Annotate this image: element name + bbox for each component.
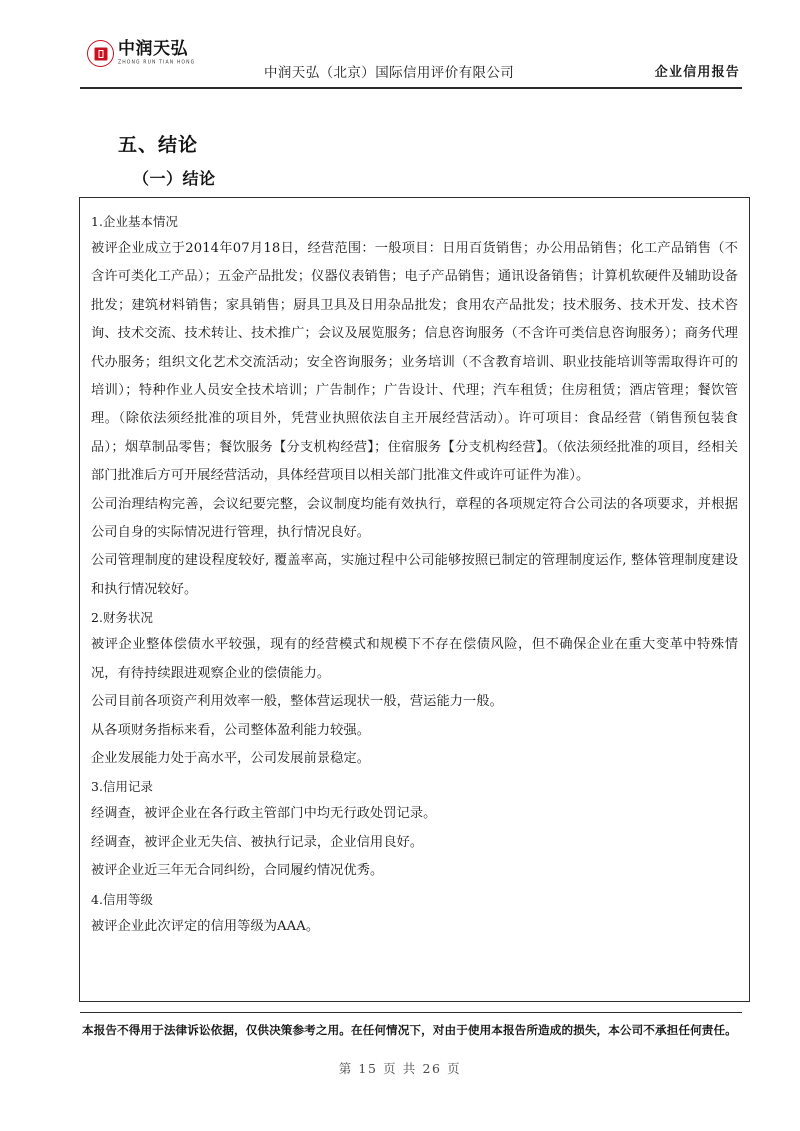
conclusion-content-box	[79, 197, 750, 1002]
content-heading: 4.信用等级	[91, 891, 153, 907]
conclusion-blocks	[91, 208, 738, 941]
content-heading: 1.企业基本情况	[91, 214, 178, 229]
content-paragraph: 被评企业近三年无合同纠纷，合同履约情况优秀。	[91, 863, 384, 879]
logo-text	[118, 41, 195, 65]
section-title: 五、结论	[118, 134, 199, 156]
content-paragraph: 被评企业整体偿债水平较强，现有的经营模式和规模下不存在偿债风险，但不确保企业在重大变革中特殊情况，有待持续跟进观察企业的偿债能力。	[91, 637, 738, 681]
header-company-name: 中润天弘（北京）国际信用评价有限公司	[264, 65, 515, 81]
content-paragraph: 被评企业成立于2014年07月18日，经营范围：一般项目：日用百货销售；办公用品销售；化工产品销售（不含许可类化工产品）；五金产品批发；仪器仪表销售；电子产品销售；通讯设备销售；计算机软硬件及辅助设备批发；建筑材料销售；家具销售；厨具卫具及日用杂品批发；食用农产品批发；技术服务、技术开发、技术咨询、技术交流、技术转让、技术推广；会议及展览服务；信息咨询服务（不含许可类信息咨询服务）；商务代理代办服务；组织文化艺术交流活动；安全咨询服务；业务培训（不含教育培训、职业技能培训等需取得许可的培训）；特种作业人员安全技术培训；广告制作；广告设计、代理；汽车租赁；住房租赁；酒店管理；餐饮管理。（除依法须经批准的项目外，凭营业执照依法自主开展经营活动）。许可项目：食品经营（销售预包装食品）；烟草制品零售；餐饮服务【分支机构经营】；住宿服务【分支机构经营】。（依法须经批准的项目，经相关部门批准后方可开展经营活动，具体经营项目以相关部门批准文件或许可证件为准）。	[91, 241, 738, 484]
footer-disclaimer: 本报告不得用于法律诉讼依据，仅供决策参考之用。在任何情况下，对由于使用本报告所造成的损失，本公司不承担任何责任。	[82, 1023, 737, 1037]
page-number: 第 15 页 共 26 页	[338, 1061, 462, 1076]
content-paragraph: 被评企业此次评定的信用等级为AAA。	[91, 918, 320, 934]
header-document-title: 企业信用报告	[654, 65, 740, 80]
content-paragraph: 公司目前各项资产利用效率一般，整体营运现状一般，营运能力一般。	[91, 694, 503, 710]
seal-icon	[87, 40, 114, 67]
content-paragraph: 经调查，被评企业无失信、被执行记录，企业信用良好。	[91, 834, 424, 850]
page-header	[80, 36, 742, 88]
content-paragraph: 公司管理制度的建设程度较好, 覆盖率高，实施过程中公司能够按照已制定的管理制度运作, 整体管理制度建设和执行情况较好。	[91, 553, 738, 597]
company-logo	[87, 40, 195, 67]
logo-name-cn: 中润天弘	[118, 39, 188, 60]
content-paragraph: 经调查，被评企业在各行政主管部门中均无行政处罚记录。	[91, 806, 437, 822]
header-divider	[80, 87, 742, 89]
content-heading: 2.财务状况	[91, 610, 153, 626]
content-heading: 3.信用记录	[91, 779, 153, 795]
content-paragraph: 公司治理结构完善，会议纪要完整，会议制度均能有效执行，章程的各项规定符合公司法的各项要求，并根据公司自身的实际情况进行管理，执行情况良好。	[91, 496, 738, 541]
logo-name-en: ZHONG RUN TIAN HONG	[118, 59, 196, 66]
content-paragraph: 从各项财务指标来看，公司整体盈利能力较强。	[91, 722, 371, 738]
section-subtitle: （一）结论	[133, 169, 216, 188]
content-paragraph: 企业发展能力处于高水平，公司发展前景稳定。	[91, 750, 371, 766]
footer-divider	[80, 1012, 742, 1013]
